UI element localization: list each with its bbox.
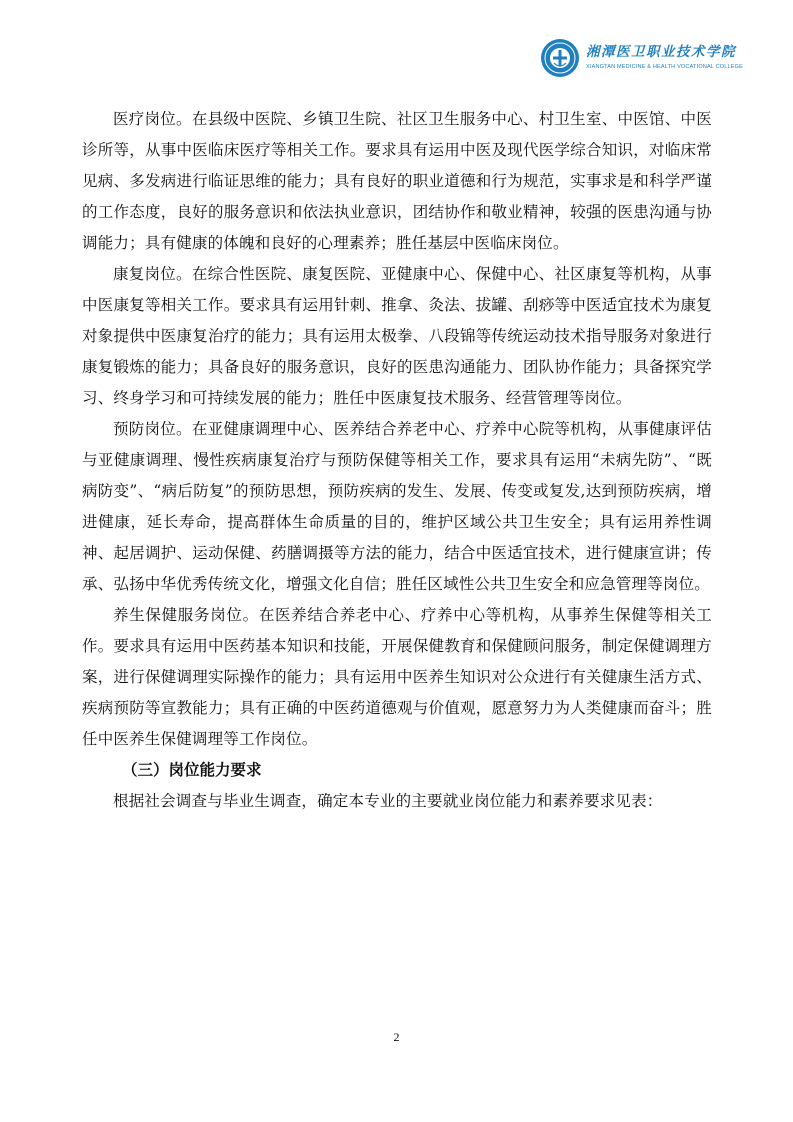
college-name-block (586, 43, 766, 71)
document-body (82, 104, 712, 817)
college-logo-icon (540, 38, 580, 78)
paragraph-closing: 根据社会调查与毕业生调查，确定本专业的主要就业岗位能力和素养要求见表： (113, 792, 663, 810)
page-number: 2 (393, 1030, 400, 1044)
paragraph-prevention-post: 预防岗位。在亚健康调理中心、医养结合养老中心、疗养中心院等机构，从事健康评估与亚健康调理、慢性疾病康复治疗与预防保健等相关工作，要求具有运用“未病先防”、“既病防变”、“病后防复”的预防思想，预防疾病的发生、发展、传变或复发,达到预防疾病，增进健康，延长寿命，提高群体生命质量的目的，维护区域公共卫生安全；具有运用养性调神、起居调护、运动保健、药膳调摄等方法的能力，结合中医适宜技术，进行健康宣讲；传承、弘扬中华优秀传统文化，增强文化自信；胜任区域性公共卫生安全和应急管理等岗位。 (82, 420, 712, 593)
paragraph-rehab-post: 康复岗位。在综合性医院、康复医院、亚健康中心、保健中心、社区康复等机构，从事中医康复等相关工作。要求具有运用针刺、推拿、灸法、拔罐、刮痧等中医适宜技术为康复对象提供中医康复治疗的能力；具有运用太极拳、八段锦等传统运动技术指导服务对象进行康复锻炼的能力；具备良好的服务意识，良好的医患沟通能力、团队协作能力；具备探究学习、终身学习和可持续发展的能力；胜任中医康复技术服务、经营管理等岗位。 (82, 265, 712, 407)
page-header (540, 38, 770, 82)
college-name-cn: 湘潭医卫职业技术学院 (586, 44, 736, 60)
paragraph-medical-post: 医疗岗位。在县级中医院、乡镇卫生院、社区卫生服务中心、村卫生室、中医馆、中医诊所等，从事中医临床医疗等相关工作。要求具有运用中医及现代医学综合知识，对临床常见病、多发病进行临证思维的能力；具有良好的职业道德和行为规范，实事求是和科学严谨的工作态度，良好的服务意识和依法执业意识，团结协作和敬业精神，较强的医患沟通与协调能力；具有健康的体魄和良好的心理素养；胜任基层中医临床岗位。 (82, 110, 712, 252)
paragraph-health-service-post: 养生保健服务岗位。在医养结合养老中心、疗养中心等机构，从事养生保健等相关工作。要求具有运用中医药基本知识和技能，开展保健教育和保健顾问服务，制定保健调理方案，进行保健调理实际操作的能力；具有运用中医养生知识对公众进行有关健康生活方式、疾病预防等宣教能力；具有正确的中医药道德观与价值观，愿意努力为人类健康而奋斗；胜任中医养生保健调理等工作岗位。 (82, 606, 712, 748)
section-heading: （三）岗位能力要求 (122, 761, 262, 779)
college-name-en: XIANGTAN MEDICINE & HEALTH VOCATIONAL COLLEGE (586, 64, 744, 70)
